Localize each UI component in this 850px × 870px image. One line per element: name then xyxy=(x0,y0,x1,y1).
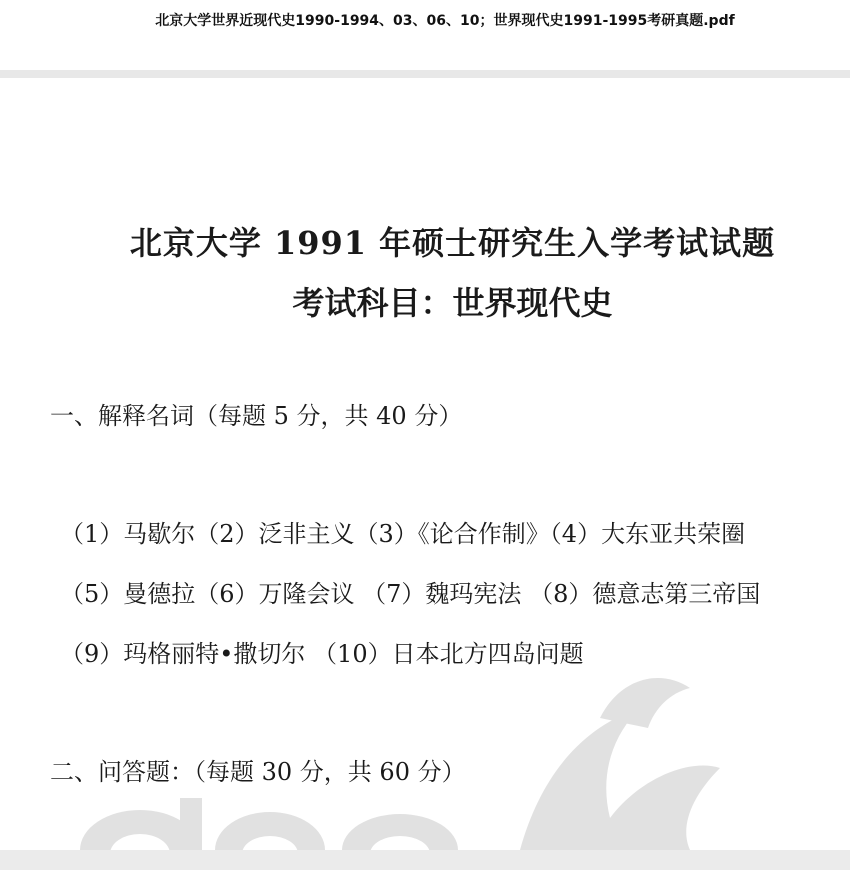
section1-heading: 一、解释名词（每题 5 分，共 40 分） xyxy=(50,402,463,430)
file-title: 北京大学世界近现代史1990-1994、03、06、10；世界现代史1991-1995考研真题.pdf xyxy=(155,13,735,29)
section2-heading: 二、问答题：（每题 30 分，共 60 分） xyxy=(50,758,466,786)
exam-title: 北京大学 1991 年硕士研究生入学考试试题 xyxy=(129,224,776,262)
terms-row: （1）马歇尔（2）泛非主义（3）《论合作制》（4）大东亚共荣圈 xyxy=(60,520,746,548)
viewer-title-bar xyxy=(0,0,850,70)
bottom-separator xyxy=(0,850,850,870)
terms-row: （9）玛格丽特•撒切尔 （10）日本北方四岛问题 xyxy=(60,640,584,668)
pdf-page[interactable] xyxy=(0,78,850,850)
top-separator xyxy=(0,70,850,78)
watermark-logo-icon xyxy=(0,78,850,850)
terms-row: （5）曼德拉（6）万隆会议 （7）魏玛宪法 （8）德意志第三帝国 xyxy=(60,580,761,608)
exam-subject: 考试科目：世界现代史 xyxy=(292,284,613,322)
